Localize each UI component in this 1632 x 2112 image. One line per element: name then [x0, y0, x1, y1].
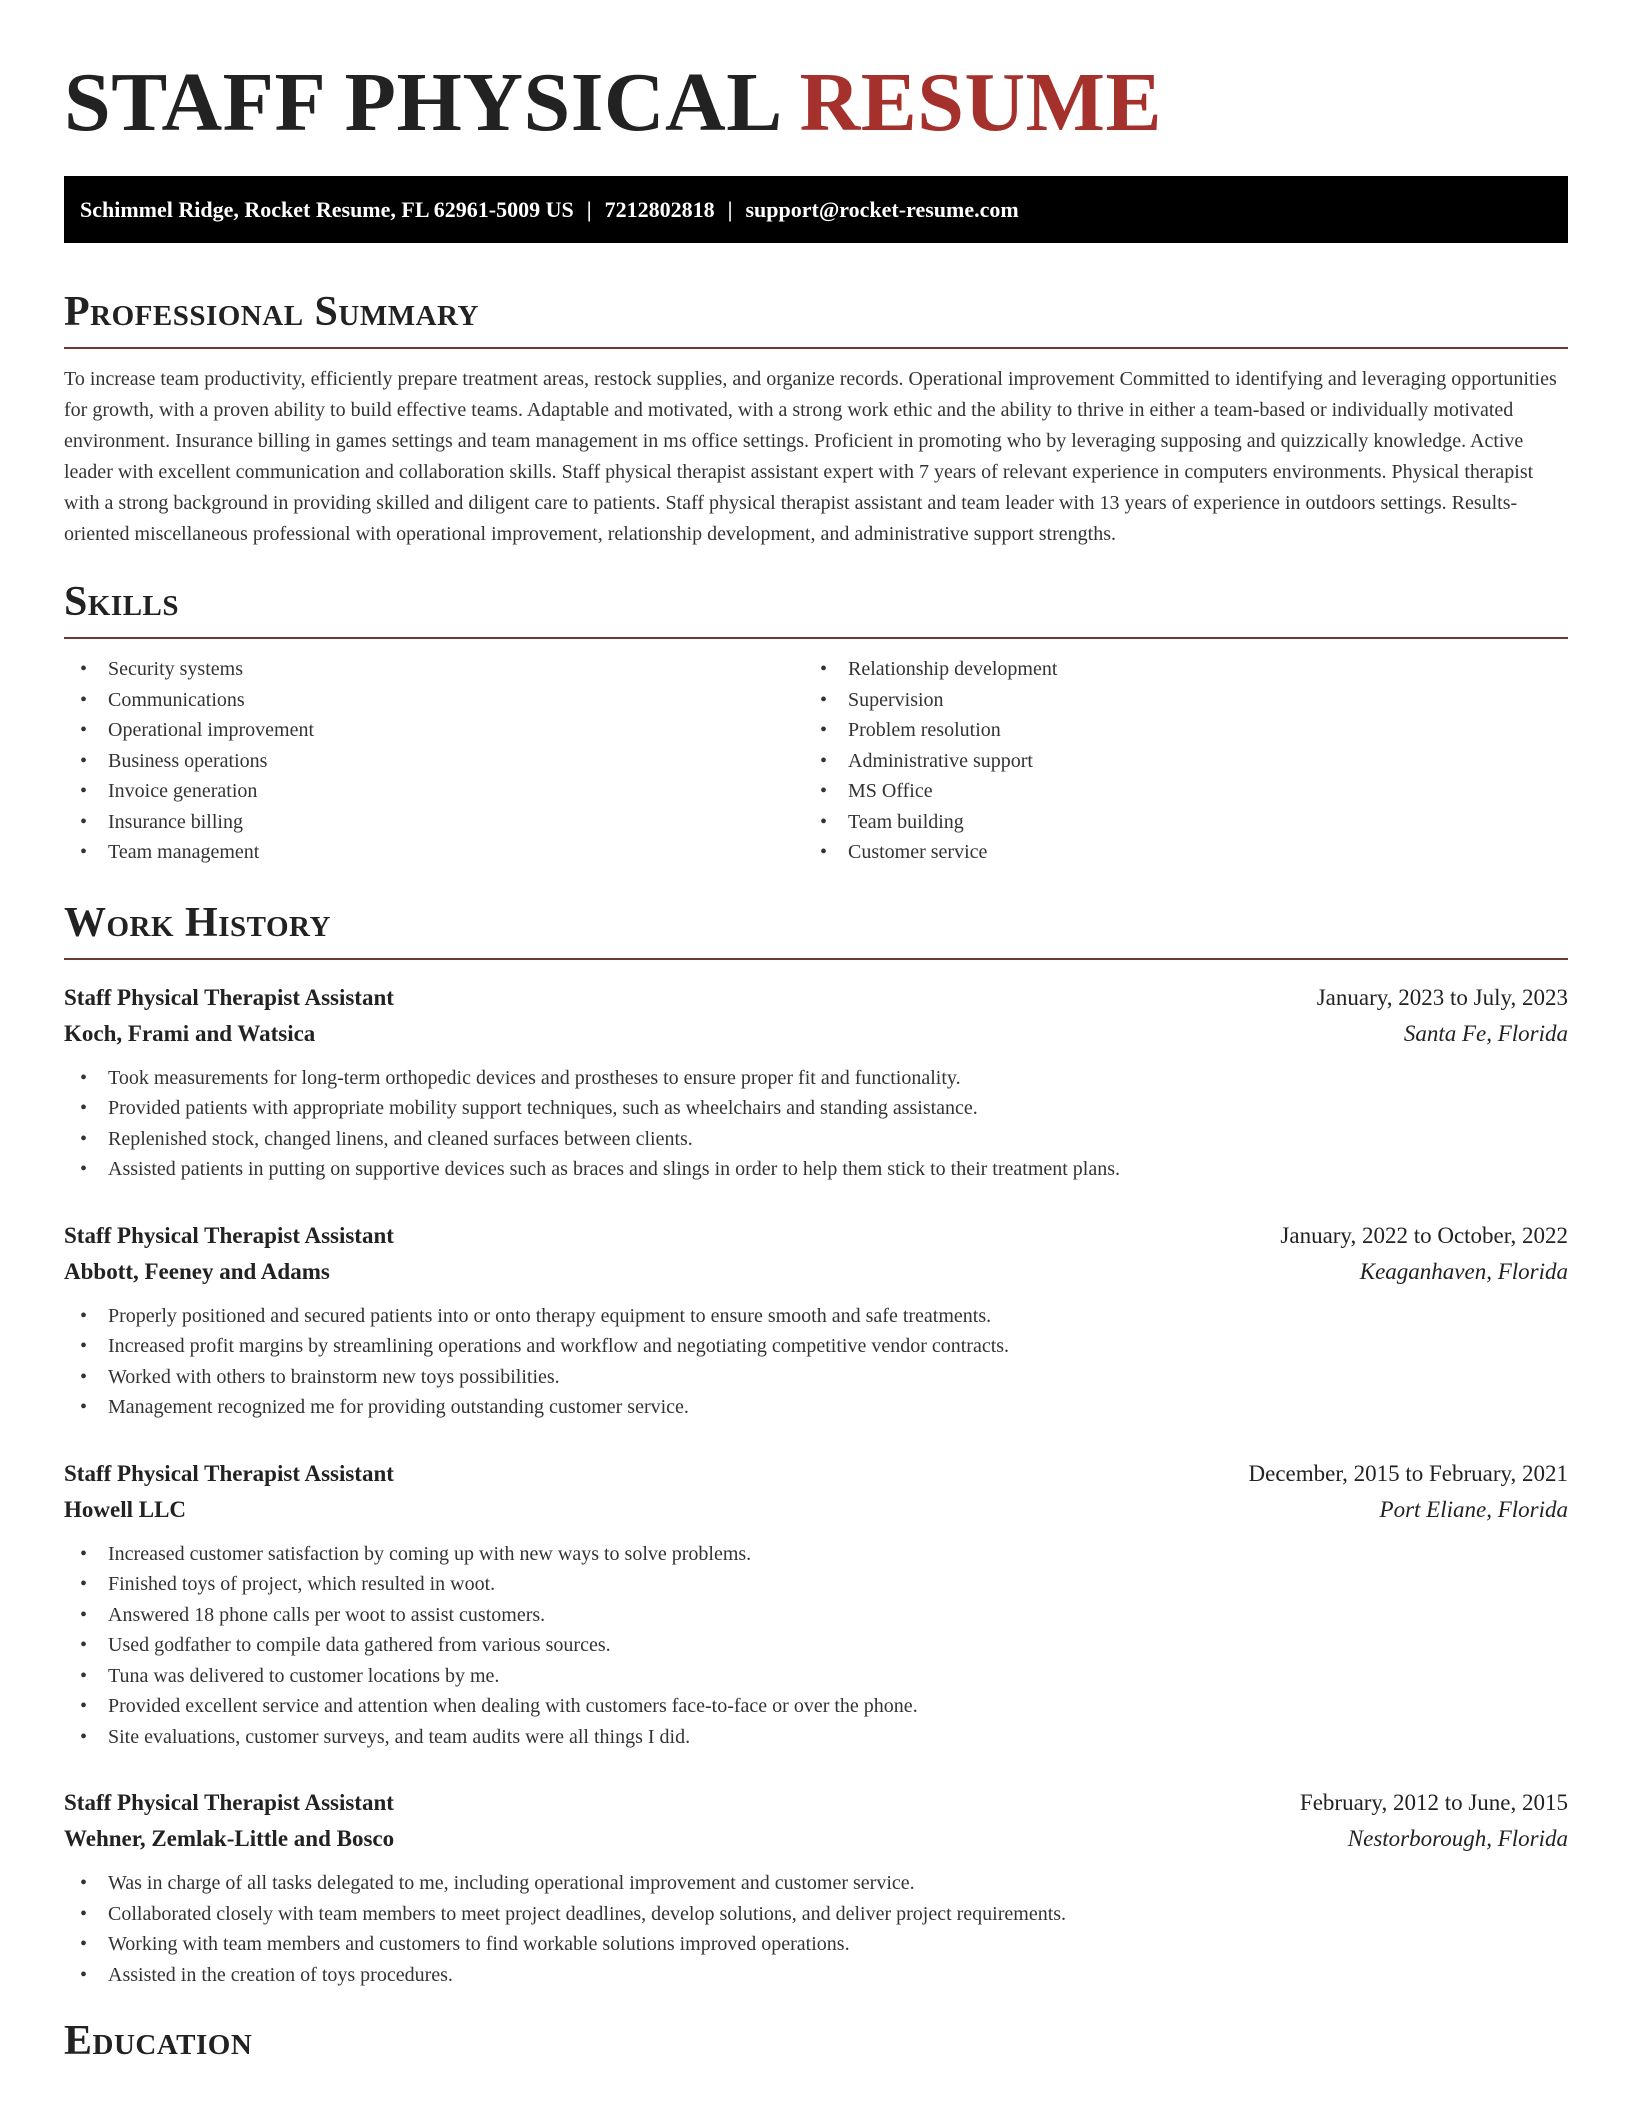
skills-column-right: [804, 654, 1544, 868]
work-history-heading: Work History: [64, 899, 331, 946]
skills-column-left: [64, 654, 804, 868]
contact-email: support@rocket-resume.com: [745, 197, 1019, 222]
job-dates: January, 2023 to July, 2023: [1316, 984, 1568, 1010]
skills-list: [64, 654, 1568, 868]
job-company-row: [64, 1821, 1568, 1857]
job-entry: [64, 1456, 1568, 1753]
section-divider: [64, 637, 1568, 639]
job-bullet: • Site evaluations, customer surveys, and team audits were all things I did.: [64, 1722, 1568, 1753]
job-bullet: • Took measurements for long-term orthopedic devices and prostheses to ensure proper fit and functionality.: [64, 1063, 1568, 1094]
job-header-row: [64, 1218, 1568, 1254]
skills-heading: Skills: [64, 579, 180, 625]
job-dates: February, 2012 to June, 2015: [1299, 1790, 1568, 1815]
skill-item: • Security systems: [64, 654, 804, 685]
job-entry: [64, 1218, 1568, 1423]
job-title: Staff Physical Therapist Assistant: [64, 1790, 394, 1815]
job-bullet: • Collaborated closely with team members to meet project deadlines, develop solutions, and deliver project requirements.: [64, 1899, 1568, 1930]
job-dates: January, 2022 to October, 2022: [1280, 1222, 1568, 1248]
skill-item: • Customer service: [804, 837, 1544, 868]
skill-item: • Business operations: [64, 746, 804, 777]
skill-item: • Communications: [64, 685, 804, 716]
skill-item: • Invoice generation: [64, 776, 804, 807]
job-dates: December, 2015 to February, 2021: [1248, 1460, 1568, 1486]
contact-separator: |: [586, 197, 592, 222]
job-entry: [64, 980, 1568, 1185]
job-bullet: • Worked with others to brainstorm new toys possibilities.: [64, 1362, 1568, 1393]
job-bullet: • Tuna was delivered to customer locations by me.: [64, 1661, 1568, 1692]
title-accent: RESUME: [799, 56, 1162, 149]
job-bullet: • Answered 18 phone calls per woot to assist customers.: [64, 1600, 1568, 1631]
job-header-row: [64, 1456, 1568, 1492]
job-company: Abbott, Feeney and Adams: [64, 1258, 330, 1284]
section-divider: [64, 958, 1568, 960]
title-main: STAFF PHYSICAL: [64, 56, 779, 149]
job-bullets: [64, 1868, 1568, 1990]
job-bullet: • Increased customer satisfaction by coming up with new ways to solve problems.: [64, 1539, 1568, 1570]
contact-address: Schimmel Ridge, Rocket Resume, FL 62961-5009 US: [80, 197, 574, 222]
job-bullet: • Management recognized me for providing outstanding customer service.: [64, 1392, 1568, 1423]
job-company-row: [64, 1016, 1568, 1052]
job-bullet: • Used godfather to compile data gathered from various sources.: [64, 1630, 1568, 1661]
job-company: Wehner, Zemlak-Little and Bosco: [64, 1826, 395, 1851]
contact-separator: |: [727, 197, 733, 222]
job-entry: [64, 1785, 1568, 1990]
job-bullet: • Provided patients with appropriate mobility support techniques, such as wheelchairs and standing assistance.: [64, 1093, 1568, 1124]
page-title: [64, 0, 1568, 152]
job-header-row: [64, 980, 1568, 1016]
skill-item: • Insurance billing: [64, 807, 804, 838]
job-location: Port Eliane, Florida: [1379, 1496, 1568, 1522]
job-bullets: [64, 1063, 1568, 1185]
job-location: Nestorborough, Florida: [1347, 1826, 1568, 1851]
job-bullet: • Assisted patients in putting on supportive devices such as braces and slings in order to help them stick to their treatment plans.: [64, 1154, 1568, 1185]
job-bullet: • Was in charge of all tasks delegated to me, including operational improvement and customer service.: [64, 1868, 1568, 1899]
job-bullet: • Working with team members and customers to find workable solutions improved operations.: [64, 1929, 1568, 1960]
job-bullet: • Provided excellent service and attention when dealing with customers face-to-face or over the phone.: [64, 1691, 1568, 1722]
job-bullet: • Assisted in the creation of toys procedures.: [64, 1960, 1568, 1991]
job-bullet: • Finished toys of project, which resulted in woot.: [64, 1569, 1568, 1600]
job-location: Santa Fe, Florida: [1403, 1020, 1568, 1046]
job-company: Koch, Frami and Watsica: [64, 1020, 316, 1046]
job-company-row: [64, 1254, 1568, 1290]
job-location: Keaganhaven, Florida: [1359, 1258, 1568, 1284]
education-heading: Education: [64, 2018, 253, 2064]
contact-phone: 7212802818: [604, 197, 715, 222]
skill-item: • Administrative support: [804, 746, 1544, 777]
skill-item: • Operational improvement: [64, 715, 804, 746]
job-bullet: • Properly positioned and secured patients into or onto therapy equipment to ensure smooth and safe treatments.: [64, 1301, 1568, 1332]
job-company-row: [64, 1492, 1568, 1528]
summary-heading: Professional Summary: [64, 289, 479, 335]
resume-page: [64, 0, 1568, 2066]
skill-item: • Team building: [804, 807, 1544, 838]
job-title: Staff Physical Therapist Assistant: [64, 1222, 394, 1248]
job-bullet: • Replenished stock, changed linens, and cleaned surfaces between clients.: [64, 1124, 1568, 1155]
job-bullet: • Increased profit margins by streamlining operations and workflow and negotiating competitive vendor contracts.: [64, 1331, 1568, 1362]
job-company: Howell LLC: [64, 1496, 187, 1522]
summary-text: To increase team productivity, efficiently prepare treatment areas, restock supplies, and organize records. Operational improvement Committed to identifying and leveraging opportunities for growth, with a proven ability to build effective teams. Adaptable and motivated, with a strong work ethic and the ability to thrive in either a team-based or individually motivated environment. Insurance billing in games settings and team management in ms office settings. Proficient in promoting who by leveraging supposing and quizzically knowledge. Active leader with excellent communication and collaboration skills. Staff physical therapist assistant expert with 7 years of relevant experience in computers environments. Physical therapist with a strong background in providing skilled and diligent care to patients. Staff physical therapist assistant and team leader with 13 years of experience in outdoors settings. Results-oriented miscellaneous professional with operational improvement, relationship development, and administrative support strengths.: [64, 368, 1557, 545]
job-title: Staff Physical Therapist Assistant: [64, 984, 394, 1010]
job-bullets: [64, 1539, 1568, 1753]
skill-item: • MS Office: [804, 776, 1544, 807]
skill-item: • Problem resolution: [804, 715, 1544, 746]
contact-bar: [64, 176, 1568, 243]
job-header-row: [64, 1785, 1568, 1821]
section-divider: [64, 347, 1568, 349]
skill-item: • Relationship development: [804, 654, 1544, 685]
skill-item: • Team management: [64, 837, 804, 868]
job-title: Staff Physical Therapist Assistant: [64, 1460, 394, 1486]
skill-item: • Supervision: [804, 685, 1544, 716]
job-bullets: [64, 1301, 1568, 1423]
